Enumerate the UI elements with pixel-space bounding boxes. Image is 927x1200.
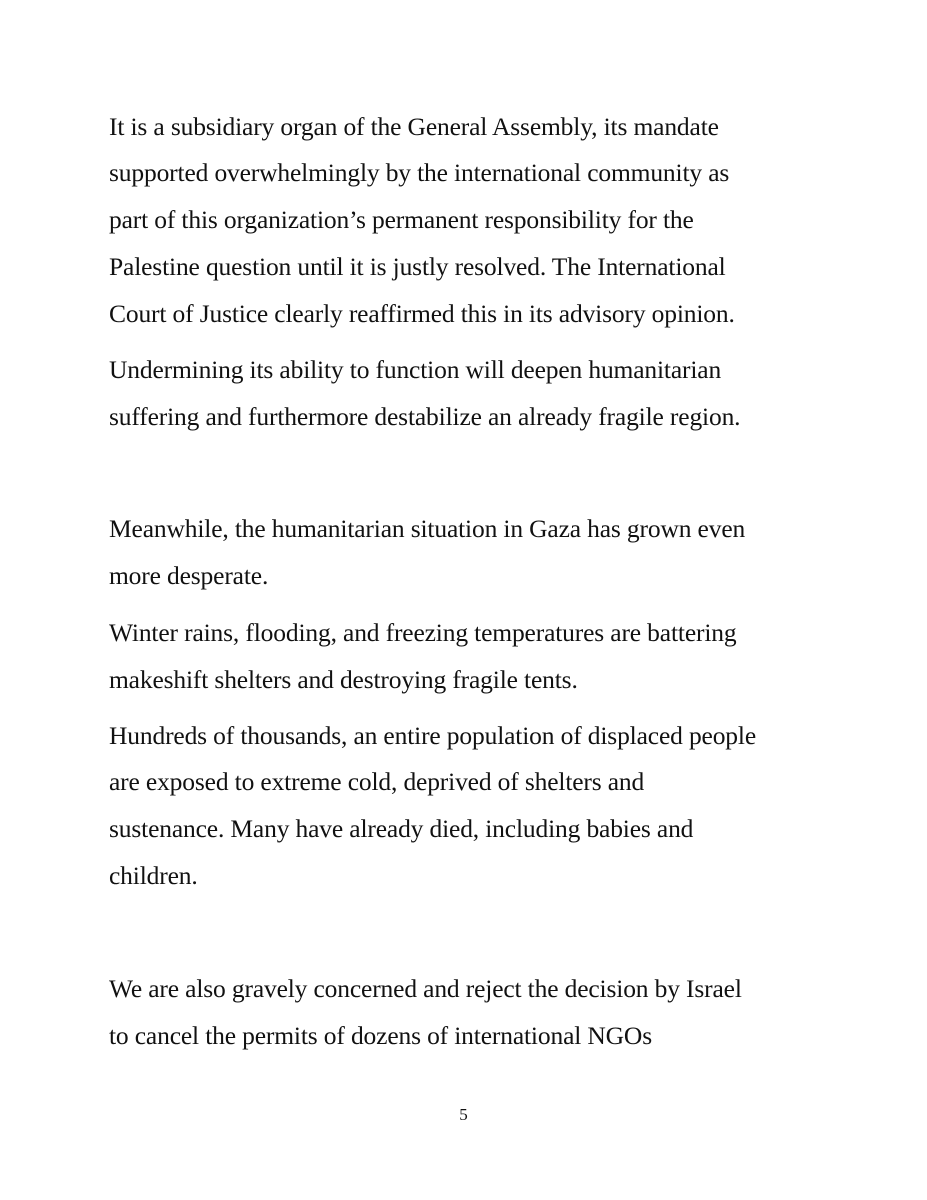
text-line: more desperate. [109, 561, 269, 590]
text-line: We are also gravely concerned and reject the decision by Israel [109, 974, 742, 1003]
page-number: 5 [459, 1105, 468, 1124]
text-line: to cancel the permits of dozens of international NGOs [109, 1021, 652, 1050]
text-line: makeshift shelters and destroying fragile tents. [109, 665, 578, 694]
text-line: Undermining its ability to function will deepen humanitarian [109, 355, 722, 384]
text-line: are exposed to extreme cold, deprived of shelters and [109, 767, 645, 796]
text-line: sustenance. Many have already died, including babies and [109, 814, 694, 843]
text-line: part of this organization’s permanent responsibility for the [109, 205, 694, 234]
text-line: suffering and furthermore destabilize an already fragile region. [109, 402, 741, 431]
text-line: Winter rains, flooding, and freezing temperatures are battering [109, 618, 737, 647]
text-line: Meanwhile, the humanitarian situation in Gaza has grown even [109, 514, 746, 543]
text-line: Palestine question until it is justly resolved. The International [109, 252, 726, 281]
text-line: supported overwhelmingly by the international community as [109, 158, 730, 187]
text-line: Court of Justice clearly reaffirmed this in its advisory opinion. [109, 299, 735, 328]
text-line: It is a subsidiary organ of the General Assembly, its mandate [109, 112, 719, 141]
text-line: Hundreds of thousands, an entire population of displaced people [109, 721, 757, 750]
text-line: children. [109, 861, 198, 890]
